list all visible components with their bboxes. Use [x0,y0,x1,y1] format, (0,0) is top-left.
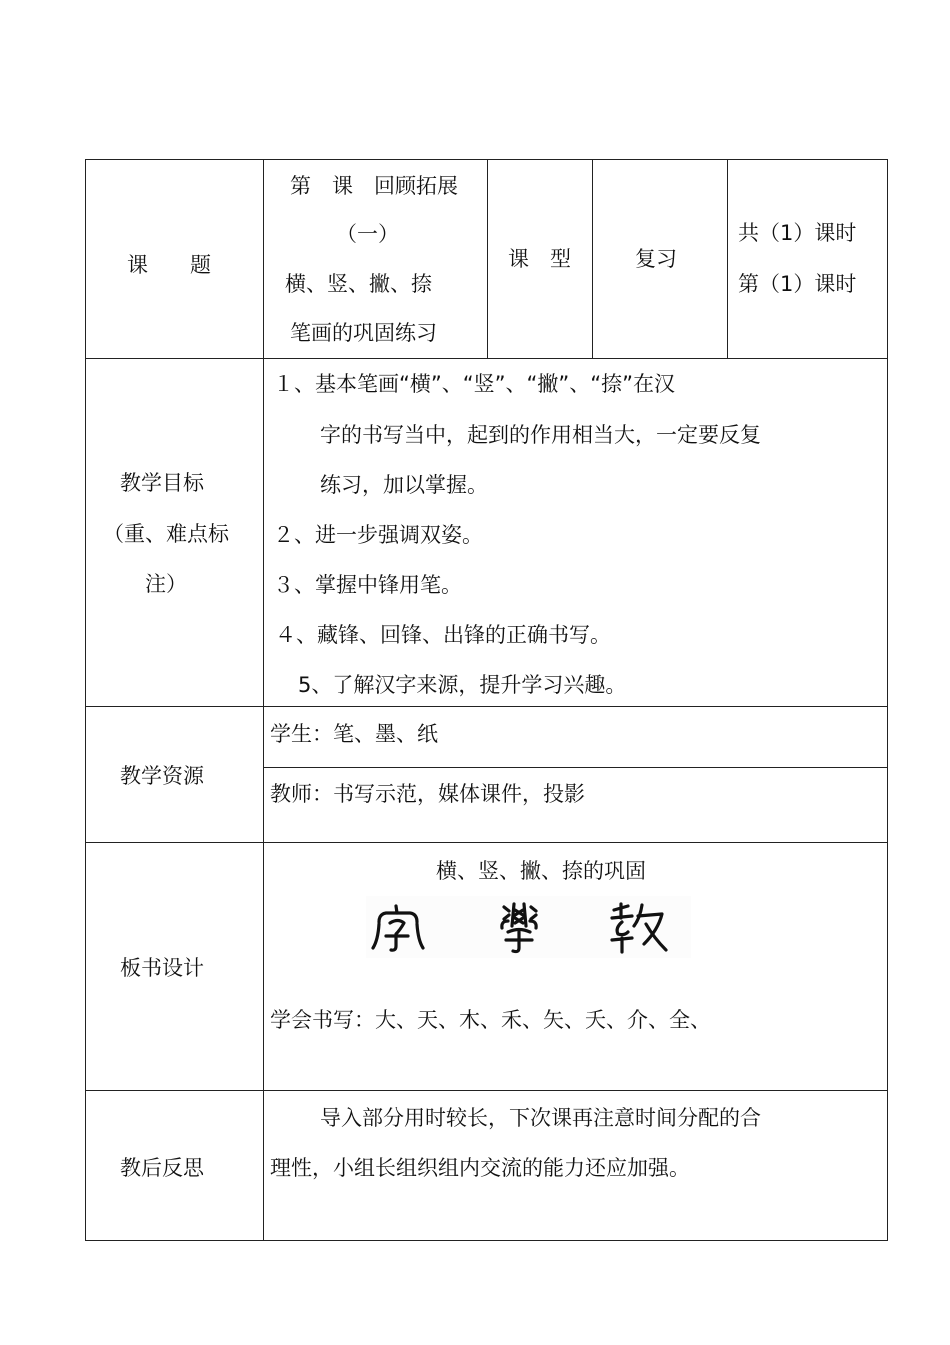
seal-script-characters [366,896,691,958]
topic-column-divider [592,159,593,358]
lesson-type-label: 课 型 [508,247,571,271]
reflection-line: 理性，小组长组织组内交流的能力还应加强。 [270,1156,690,1180]
board-practice-chars: 学会书写：大、天、木、禾、矢、夭、介、全、 [270,1008,711,1032]
goals-label: 教学目标 [120,471,204,495]
table-border-bottom [85,1240,888,1241]
table-border-right [887,159,888,1240]
topic-title-line: 横、竖、撇、捺 [285,272,432,296]
hours-current: 第（1）课时 [738,272,857,296]
goal-line: 练习，加以掌握。 [320,473,488,497]
topic-title-line: 第 课 回顾拓展 [290,174,458,198]
topic-label: 课 题 [127,253,211,277]
topic-title-line: （一） [336,222,399,246]
board-heading: 横、竖、撇、捺的巩固 [436,859,646,883]
hours-total: 共（1）课时 [738,221,857,245]
goal-line: 5、了解汉字来源，提升学习兴趣。 [298,673,627,697]
lesson-type-value: 复习 [635,247,677,271]
goals-label: （重、难点标 [103,522,229,546]
row-divider [85,1090,888,1091]
topic-title-line: 笔画的巩固练习 [290,321,437,345]
board-label: 板书设计 [120,956,204,980]
resources-teacher: 教师：书写示范，媒体课件，投影 [270,782,585,806]
table-border-left [85,159,86,1240]
row-divider [85,706,888,707]
reflection-line: 导入部分用时较长，下次课再注意时间分配的合 [320,1106,761,1130]
seal-script-image [366,896,691,958]
row-divider [85,842,888,843]
resources-inner-divider [263,767,888,768]
reflection-label: 教后反思 [120,1156,204,1180]
topic-column-divider [727,159,728,358]
goal-line: ４、藏锋、回锋、出锋的正确书写。 [275,623,611,647]
row-divider [85,358,888,359]
goal-line: １、基本笔画“横”、“竖”、“撇”、“捺”在汉 [273,372,676,396]
topic-column-divider [487,159,488,358]
resources-label: 教学资源 [120,764,204,788]
goal-line: ３、掌握中锋用笔。 [273,573,462,597]
goal-line: ２、进一步强调双姿。 [273,523,483,547]
resources-student: 学生：笔、墨、纸 [270,722,438,746]
label-column-divider [263,159,264,1240]
goals-label: 注） [145,572,187,596]
goal-line: 字的书写当中，起到的作用相当大，一定要反复 [320,423,761,447]
